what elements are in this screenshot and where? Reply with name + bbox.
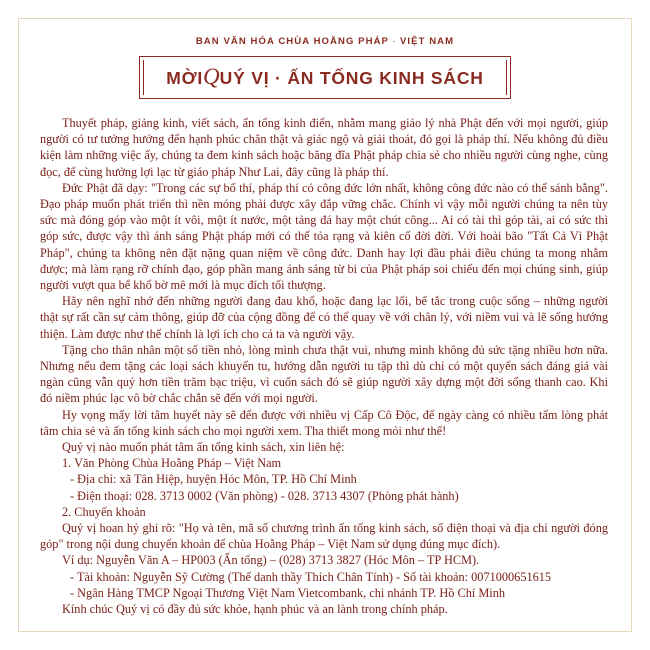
document-header	[0, 0, 650, 99]
title-wrapper	[0, 56, 650, 99]
bank-account: - Tài khoản: Nguyễn Sỹ Cường (Thế danh thầy Thích Chân Tính) - Số tài khoản: 0071000651615	[70, 569, 552, 584]
title-suffix: UÝ VỊ · ẤN TỐNG KINH SÁCH	[219, 68, 484, 88]
page-title	[166, 64, 483, 90]
paragraph-4: Tặng cho thân nhân một số tiền nhỏ, lòng mình chưa thật vui, nhưng mình không đủ sức tặng nhiều hơn nữa. Nhưng nếu đem tặng các loại sách khuyến tu, hướng dẫn người tu tập thì dù chỉ có một quyển sách đáng giá vài ngàn cũng vẫn quý hơn tiền trăm bạc triệu, vì cuốn sách đó sẽ giúp người xây dựng một đời sống thanh cao. Khi đó niềm phúc lạc vô bờ chắc chắn sẽ đến với mọi người.	[40, 342, 608, 406]
contact-phone: - Điện thoại: 028. 3713 0002 (Văn phòng) - 028. 3713 4307 (Phòng phát hành)	[70, 488, 459, 503]
contact-intro: Quý vị nào muốn phát tâm ấn tống kinh sách, xin liên hệ:	[62, 440, 345, 455]
contact-address: - Địa chỉ: xã Tân Hiệp, huyện Hóc Môn, TP. Hồ Chí Minh	[70, 472, 357, 487]
title-prefix: MỜI	[166, 68, 204, 88]
document-body	[0, 99, 650, 617]
organization-country: VIỆT NAM	[399, 36, 455, 47]
transfer-example: Ví dụ: Nguyễn Văn A – HP003 (Ấn tống) – (028) 3713 3827 (Hóc Môn – TP HCM).	[62, 553, 480, 568]
closing-blessing: Kính chúc Quý vị có đầy đủ sức khỏe, hạnh phúc và an lành trong chính pháp.	[62, 602, 448, 617]
bank-name: - Ngân Hàng TMCP Ngoại Thương Việt Nam Vietcombank, chi nhánh TP. Hồ Chí Minh	[70, 585, 505, 600]
organization-name: BAN VĂN HÓA CHÙA HOẰNG PHÁP	[195, 36, 389, 47]
title-box	[139, 56, 510, 99]
paragraph-2: Đức Phật đã dạy: "Trong các sự bố thí, pháp thí có công đức lớn nhất, không công đức nào có thể sánh bằng". Đạo pháp muốn phát triển thì nền móng phải được xây đắp vững chắc. Chính vì vậy mỗi người chúng ta nên tùy sức mà đóng góp vào một ít vôi, một ít nước, một tảng đá hay một chút công... Ai có tài thì góp tài, ai có sức thì góp sức, được vậy thì ánh sáng Phật pháp mới có thể tỏa rạng và kiên cố đời đời. Với hoài bão "Tất Cả Vì Phật Pháp", chúng ta không nên đặt nặng quan niệm về công đức. Danh hay lợi đầu phải điều chúng ta mong nhắm được; mà làm rạng rỡ chính đạo, góp phần mang ánh sáng từ bi của Phật pháp soi chiếu đến mọi chúng sinh, giúp người vượt qua bể khổ bờ mê mới là mục đích tối thượng.	[40, 180, 608, 293]
paragraph-1: Thuyết pháp, giảng kinh, viết sách, ấn tống kinh điển, nhằm mang giáo lý nhà Phật đến với mọi người, giúp người có tư tưởng hướng đến hạnh phúc chân thật và giác ngộ và giải thoát, đó gọi là pháp thí. Nếu không đủ điều kiện làm những việc ấy, chúng ta đem kinh sách hoặc băng đĩa Phật pháp chia sẻ cho nhiều người cùng nghe, cùng đọc, để cùng hưởng lợi lạc từ giáo pháp Như Lai, đây cũng là pháp thí.	[40, 116, 608, 179]
contact-item-transfer: 2. Chuyển khoản	[62, 504, 146, 519]
title-ornament-letter: Q	[203, 64, 220, 89]
contact-item-office: 1. Văn Phòng Chùa Hoằng Pháp – Việt Nam	[62, 456, 282, 471]
organization-line	[0, 36, 650, 47]
paragraph-3: Hãy nên nghĩ nhớ đến những người đang đau khổ, hoặc đang lạc lối, bế tắc trong cuộc sống – những người thật sự rất cần sự cảm thông, giúp đỡ của cộng đồng để có thể quay về với chân lý, với niềm vui và lẽ sống hướng thiện. Làm được như thế chính là lợi ích cho cả ta và người vậy.	[40, 294, 608, 341]
paragraph-5: Hy vọng mấy lời tâm huyết này sẽ đến được với nhiều vị Cấp Cô Độc, để ngày càng có nhiều tấm lòng phát tâm chia sẻ và ấn tống kinh sách cho mọi người xem. Tha thiết mong mỏi như thế!	[40, 407, 608, 438]
organization-separator: ·	[392, 36, 397, 47]
transfer-instructions: Quý vị hoan hỷ ghi rõ: "Họ và tên, mã số chương trình ấn tống kinh sách, số điện thoại và địa chỉ người đóng góp" trong nội dung chuyển khoản để chùa Hoằng Pháp – Việt Nam sử dụng đúng mục đích).	[40, 521, 608, 552]
